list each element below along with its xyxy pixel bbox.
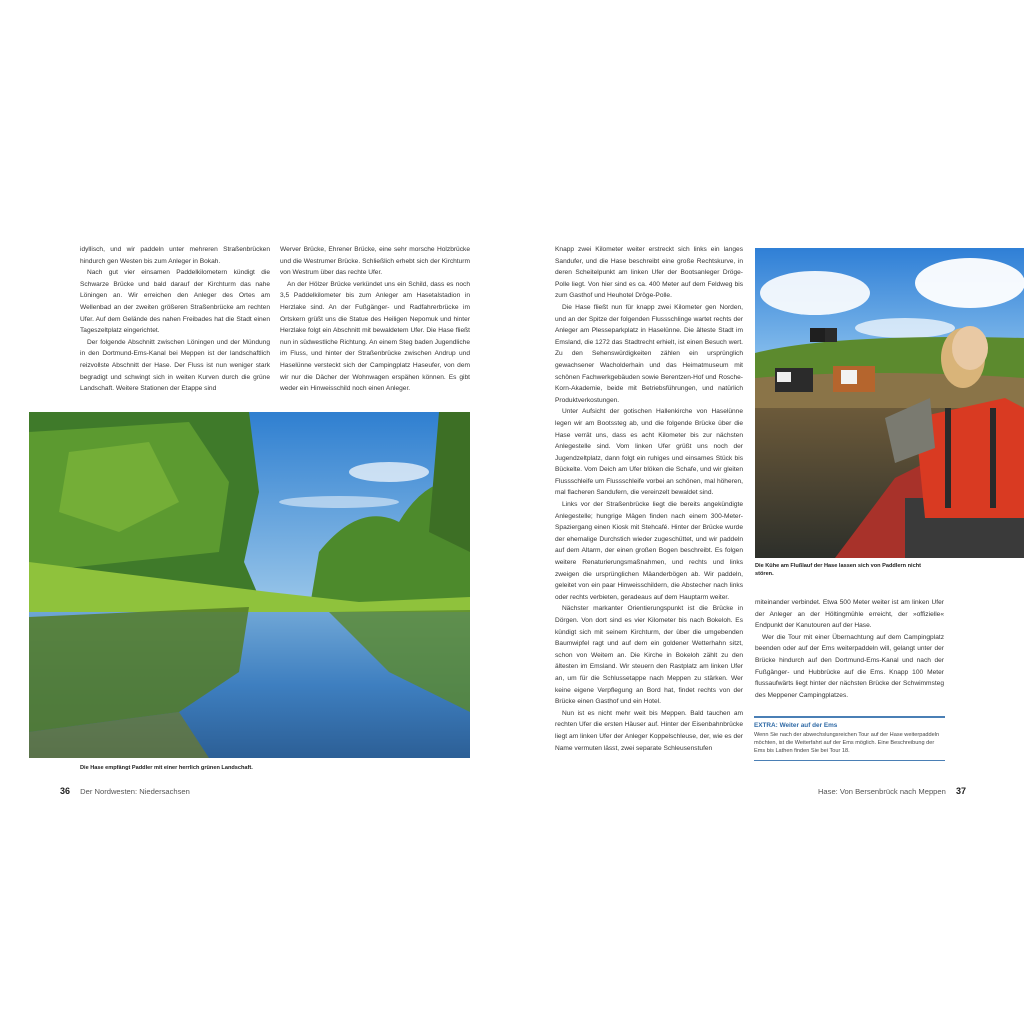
paragraph: An der Hölzer Brücke verkündet uns ein Schild, dass es noch 3,5 Paddelkilometer bis zum Anleger am Hasetalstadion in Herzlake sind. An der Fußgänger- und Radfahrerbrücke im Ortskern grüßt uns die Statue des Heiligen Nepomuk und hinter Herzlake folgt ein Abschnitt mit bewaldetem Ufer. Die Hase fließt nun in südwestliche Richtung. An einem Steg baden Jugendliche im Fluss, und hinter der Straßenbrücke zwischen Andrup und Haselünne versteckt sich der Campingplatz Haseufer, von dem wir nur die Dächer der Wohnwagen erspähen können. Es gibt weder ein Hinweisschild noch einen Anleger. <box>280 280 470 393</box>
running-head: Hase: Von Bersenbrück nach Meppen <box>817 787 946 796</box>
extra-title: EXTRA: Weiter auf der Ems <box>754 722 838 729</box>
paragraph: Nächster markanter Orientierungspunkt ist die Brücke in Dörgen. Von dort sind es vier Kilometer bis nach Bokeloh. Es kündigt sich mit seinem Kirchturm, der über die umgebenden Baumwipfel ragt und auf dem ein goldener Wetterhahn sitzt, schon von Weitem an. Die Kirche in Bokeloh zählt zu den ältesten im Emsland. Wir steuern den Rastplatz am linken Ufer an, um für die Schlussetappe nach Meppen zu stärken. Wer keine eigene Verpflegung an Bord hat, findet rechts von der Brücke einen Gasthof und ein Hotel. <box>555 605 743 706</box>
left-footer <box>60 786 190 796</box>
extra-box <box>754 716 945 761</box>
running-head: Der Nordwesten: Niedersachsen <box>80 787 190 796</box>
paragraph: miteinander verbindet. Etwa 500 Meter weiter ist am linken Ufer der Anleger an der Höltingmühle erreicht, der »offizielle« Endpunkt der Kanutouren auf der Hase. <box>755 599 944 630</box>
right-footer <box>780 786 966 796</box>
river-landscape-photo <box>29 412 470 758</box>
paragraph: Knapp zwei Kilometer weiter erstreckt sich links ein langes Sandufer, und die Hase beschreibt eine große Rechtskurve, in deren Scheitelpunkt am linken Ufer der Bootsanleger Dröge-Polle liegt. Von hier sind es ca. 400 Meter auf dem Feldweg bis zum Gasthof und Heuhotel Dröge-Polle. <box>555 246 743 300</box>
left-text-column-2 <box>280 244 470 402</box>
right-text-column-1 <box>555 244 743 772</box>
paragraph: Werver Brücke, Ehrener Brücke, eine sehr morsche Holzbrücke und die Westrumer Brücke. Schließlich erhebt sich der Kirchturm von Westrum über das rechte Ufer. <box>280 246 470 277</box>
right-text-column-2 <box>755 597 944 713</box>
paragraph: Links vor der Straßenbrücke liegt die bereits angekündigte Anlegestelle; hungrige Mägen finden nach einem 300-Meter-Spaziergang einen Kiosk mit Stehcafé. Hinter der Brücke wurde der ehemalige Durchstich wieder zugeschüttet, und wir paddeln auf dem Altarm, der einen großen Bogen beschreibt. Es folgen weitere Renaturierungsmaßnahmen, und rechts und links zweigen die ursprünglichen Mäanderbögen ab. Wir paddeln, geleitet von ein paar Hinweisschildern, die Abstecher nach links oder rechts verbieten, geradeaus auf dem Hauptarm weiter. <box>555 501 743 601</box>
extra-divider <box>754 760 945 761</box>
paragraph: Wer die Tour mit einer Übernachtung auf dem Campingplatz beenden oder auf der Ems weiterpaddeln will, gelangt unter der Brücke hindurch auf den Dortmund-Ems-Kanal und nach der Fußgänger- und Hubbrücke auf die Ems. Knapp 100 Meter flussaufwärts liegt hinter der nächsten Brücke der Schwimmsteg des Meppener Campingplatzes. <box>755 633 944 699</box>
page-number: 36 <box>60 786 71 796</box>
right-photo-caption: Die Kühe am Flußlauf der Hase lassen sich von Paddlern nicht stören. <box>755 563 921 577</box>
paragraph: Nach gut vier einsamen Paddelkilometern kündigt die Schwarze Brücke und bald darauf der Kirchturm das nahe Löningen an. Wir erreichen den Anleger des Ortes am Wellenbad an der zweiten größeren Straßenbrücke am rechten Ufer. Auf dem Gelände des nahen Freibades hat die Stadt einen Tageszeltplatz eingerichtet. <box>80 269 270 335</box>
paragraph: Die Hase fließt nun für knapp zwei Kilometer gen Norden, und an der Spitze der folgenden Flussschlinge wartet rechts der Anleger am Plesseparkplatz in Haselünne. Die älteste Stadt im Emsland, die 1272 das Stadtrecht erhielt, ist einen Besuch wert. Zu den Sehenswürdigkeiten zählen ein ursprünglich gewachsener Wacholderhain und das Heimatmuseum mit schönen Fachwerkgebäuden sowie Berentzen-Hof und Rosche-Korn-Akademie, beide mit Betriebsführungen, und natürlich Produktverkostungen. <box>555 303 743 404</box>
page-number: 37 <box>955 786 966 796</box>
left-text-column-1 <box>80 244 270 402</box>
paragraph: Der folgende Abschnitt zwischen Löningen und der Mündung in den Dortmund-Ems-Kanal bei Meppen ist der landschaftlich reizvollste Abschnitt der Hase. Der Fluss ist nun weniger stark begradigt und schwingt sich in weiten Kurven durch die grüne Landschaft. Weitere Stationen der Etappe sind <box>80 338 270 393</box>
paragraph: Unter Aufsicht der gotischen Hallenkirche von Haselünne legen wir am Bootssteg ab, und die folgende Brücke über die Hase verrät uns, dass es acht Kilometer bis zur nächsten Anlegestelle sind. Vom linken Ufer grüßt uns noch der Jugendzeltplatz, dann folgt ein ruhiges und einsames Stück bis Bückelte. Vom Deich am Ufer blöken die Schafe, und wir gleiten Flussschleife um Flussschleife vorbei an schönen, mal höheren, mal flacheren Sandufern, die vereinzelt bewaldet sind. <box>555 408 743 497</box>
left-photo-caption: Die Hase empfängt Paddler mit einer herrlich grünen Landschaft. <box>80 765 253 771</box>
paragraph: idyllisch, und wir paddeln unter mehreren Straßenbrücken hindurch gen Westen bis zum Anleger in Bokah. <box>80 246 270 265</box>
extra-body: Wenn Sie nach der abwechslungsreichen Tour auf der Hase weiterpaddeln möchten, ist die Weiterfahrt auf der Ems möglich. Eine Beschreibung der Ems bis Lathen finden Sie bei Tour 18. <box>754 732 940 755</box>
paragraph: Nun ist es nicht mehr weit bis Meppen. Bald tauchen am rechten Ufer die ersten Häuser auf. Hinter der Eisenbahnbrücke liegt am linken Ufer der Anleger Koppelschleuse, der, wie es der Name vermuten lässt, zwei separate Schleusenstufen <box>555 709 743 752</box>
canoe-cows-photo <box>755 248 1024 558</box>
